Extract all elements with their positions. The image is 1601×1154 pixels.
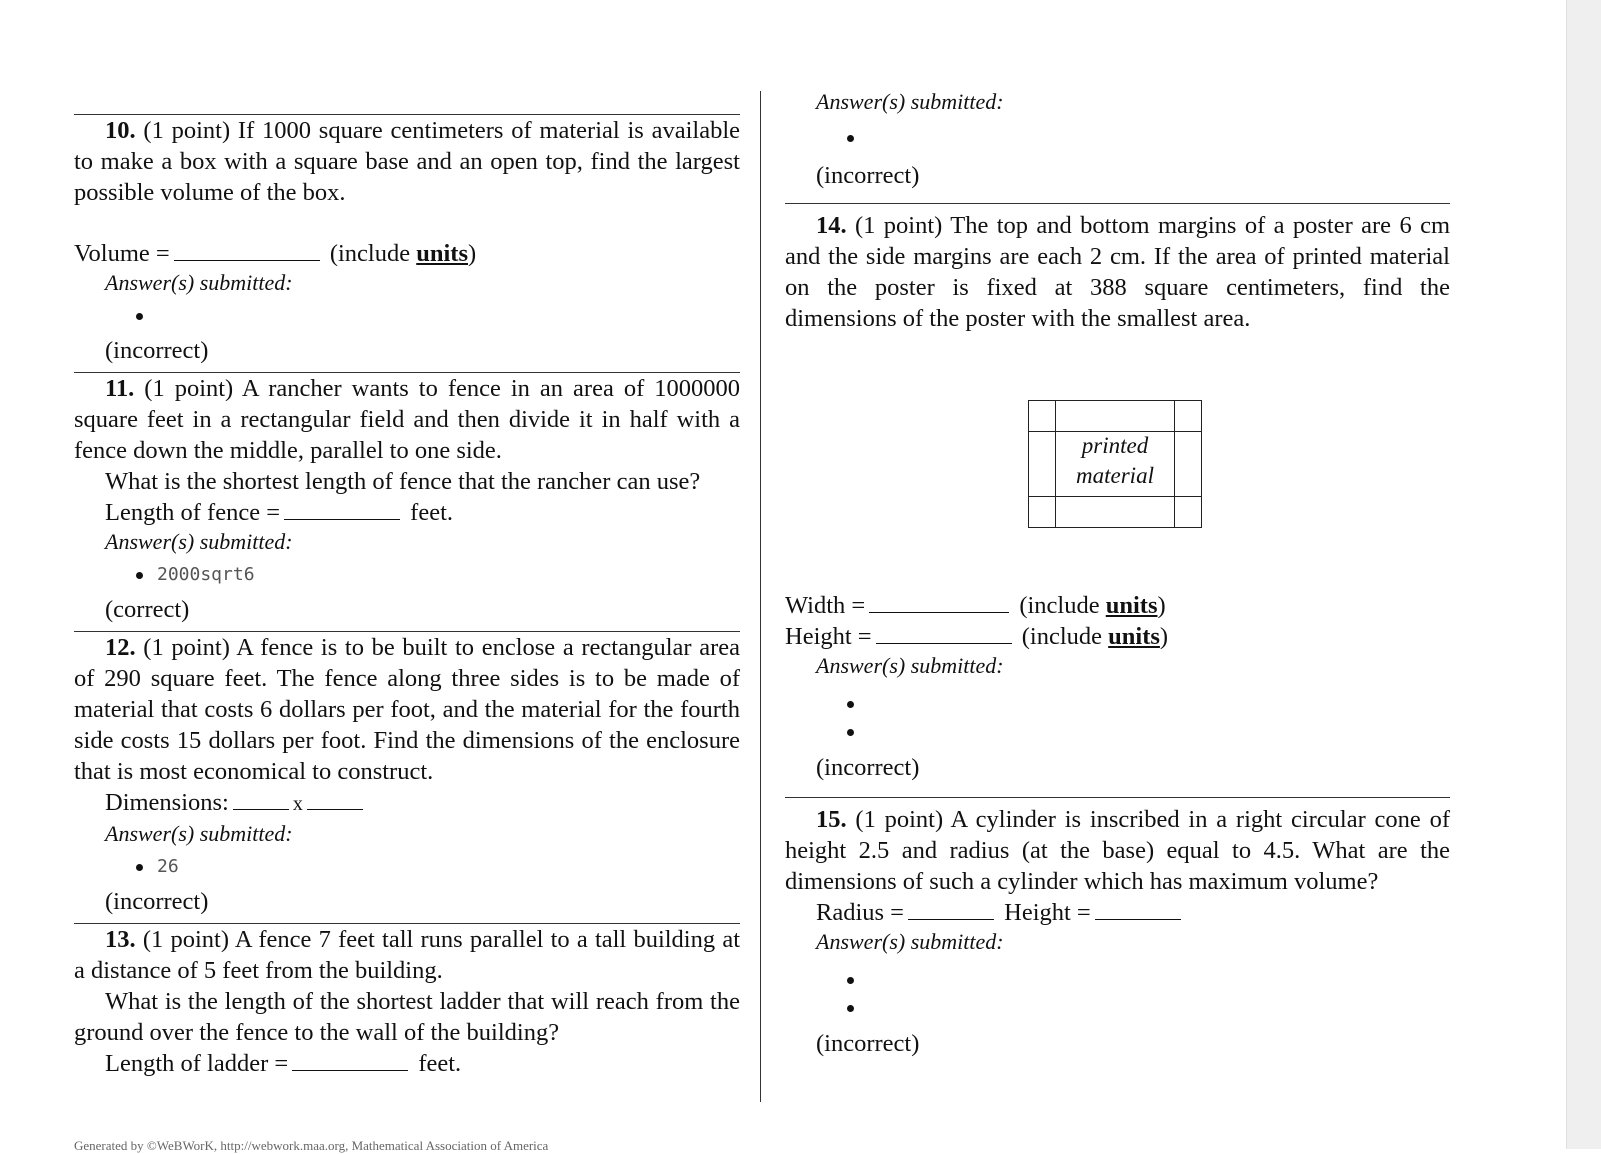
submitted-answer-item [785, 718, 1450, 746]
poster-diagram [1028, 400, 1202, 528]
answers-submitted-header: Answer(s) submitted: [105, 270, 293, 295]
width-input[interactable] [869, 592, 1009, 613]
width-answer-row: Width = (include units) [785, 592, 1166, 619]
printed-material-label: printed material [1076, 433, 1154, 488]
fence-length-answer-row: Length of fence = feet. [105, 499, 453, 526]
dimension-2-input[interactable] [307, 789, 363, 810]
submitted-answer-item [74, 556, 740, 594]
problem-10 [74, 115, 740, 366]
submitted-answer-item [74, 848, 740, 886]
column-divider [760, 91, 761, 1102]
scrollbar-track[interactable] [1566, 0, 1601, 1149]
answer-status: (incorrect) [105, 337, 209, 364]
bullet-icon [136, 313, 143, 320]
radius-input[interactable] [908, 899, 994, 920]
answers-submitted-header: Answer(s) submitted: [816, 929, 1004, 954]
fence-length-input[interactable] [284, 499, 400, 520]
dimension-1-input[interactable] [233, 789, 289, 810]
problem-number: 11. [105, 375, 135, 402]
bullet-icon [136, 572, 143, 579]
submitted-answer-item [785, 690, 1450, 718]
answers-submitted-header: Answer(s) submitted: [105, 529, 293, 554]
problem-number: 13. [105, 926, 136, 953]
height-answer-row: Height = (include units) [785, 623, 1169, 650]
volume-answer-row: Volume = (include units) [74, 240, 477, 267]
problem-question: What is the shortest length of fence that the rancher can use? [105, 468, 701, 495]
problem-15 [785, 798, 1450, 1059]
bullet-icon [847, 729, 854, 736]
problem-question: What is the length of the shortest ladder that will reach from the ground over the fence to the wall of the building? [74, 988, 740, 1046]
problem-14 [785, 204, 1450, 783]
problem-number: 12. [105, 634, 136, 661]
poster-margin-line [1174, 401, 1175, 527]
submitted-answer-item [74, 297, 740, 335]
problem-number: 10. [105, 117, 136, 144]
problem-text: 10. (1 point) If 1000 square centimeters of material is available to make a box with a square base and an open top, find the largest possible volume of the box. [74, 117, 741, 206]
cylinder-height-input[interactable] [1095, 899, 1181, 920]
answers-submitted-header: Answer(s) submitted: [816, 653, 1004, 678]
ladder-length-answer-row: Length of ladder = feet. [105, 1050, 462, 1077]
poster-margin-line [1055, 401, 1056, 527]
bullet-icon [847, 701, 854, 708]
answer-status: (incorrect) [816, 754, 920, 781]
problem-text: 14. (1 point) The top and bottom margins of a poster are 6 cm and the side margins are each 2 cm. If the area of printed material on the poster is fixed at 388 square centimeters, find the dimensions of the poster with the smallest area. [785, 212, 1451, 332]
problem-text: 11. (1 point) A rancher wants to fence in an area of 1000000 square feet in a rectangular field and then divide it in half with a fence down the middle, parallel to one side. [74, 375, 740, 464]
answers-submitted-header: Answer(s) submitted: [816, 89, 1004, 114]
page-footer: Generated by ©WeBWorK, http://webwork.maa.org, Mathematical Association of America [74, 1138, 549, 1153]
dimensions-answer-row: Dimensions: x [74, 787, 740, 820]
problem-13 [74, 924, 740, 1079]
problem-text: 12. (1 point) A fence is to be built to enclose a rectangular area of 290 square feet. The fence along three sides is to be made of material that costs 6 dollars per foot, and the material for the fourth side costs 15 dollars per foot. Find the dimensions of the enclosure that is most economical to construct. [74, 634, 740, 785]
volume-input[interactable] [174, 240, 320, 261]
problem-text: 13. (1 point) A fence 7 feet tall runs parallel to a tall building at a distance of 5 feet from the building. [74, 926, 741, 984]
ladder-length-input[interactable] [292, 1050, 408, 1071]
problem-12 [74, 632, 740, 917]
submitted-answer: 26 [157, 856, 179, 877]
bullet-icon [136, 864, 143, 871]
poster-margin-line [1029, 496, 1201, 497]
submitted-answer-item [785, 994, 1450, 1022]
submitted-answer: 2000sqrt6 [157, 564, 255, 585]
answer-status: (incorrect) [816, 162, 920, 189]
cylinder-answer-row: Radius = Height = [785, 897, 1450, 928]
problem-number: 15. [816, 806, 847, 833]
right-column [785, 88, 1450, 1059]
submitted-answer-item [785, 116, 1450, 160]
problem-number: 14. [816, 212, 847, 239]
bullet-icon [847, 1005, 854, 1012]
answers-submitted-header: Answer(s) submitted: [105, 821, 293, 846]
problem-text: 15. (1 point) A cylinder is inscribed in a right circular cone of height 2.5 and radius (at the base) equal to 4.5. What are the dimensions of such a cylinder which has maximum volume? [785, 806, 1450, 895]
answer-status: (incorrect) [105, 888, 209, 915]
problem-13-continued [785, 88, 1450, 191]
answer-status: (incorrect) [816, 1030, 920, 1057]
height-input[interactable] [876, 623, 1012, 644]
bullet-icon [847, 977, 854, 984]
submitted-answer-item [785, 966, 1450, 994]
answer-status: (correct) [105, 596, 190, 623]
bullet-icon [847, 135, 854, 142]
left-column [74, 114, 740, 1079]
problem-11 [74, 373, 740, 625]
